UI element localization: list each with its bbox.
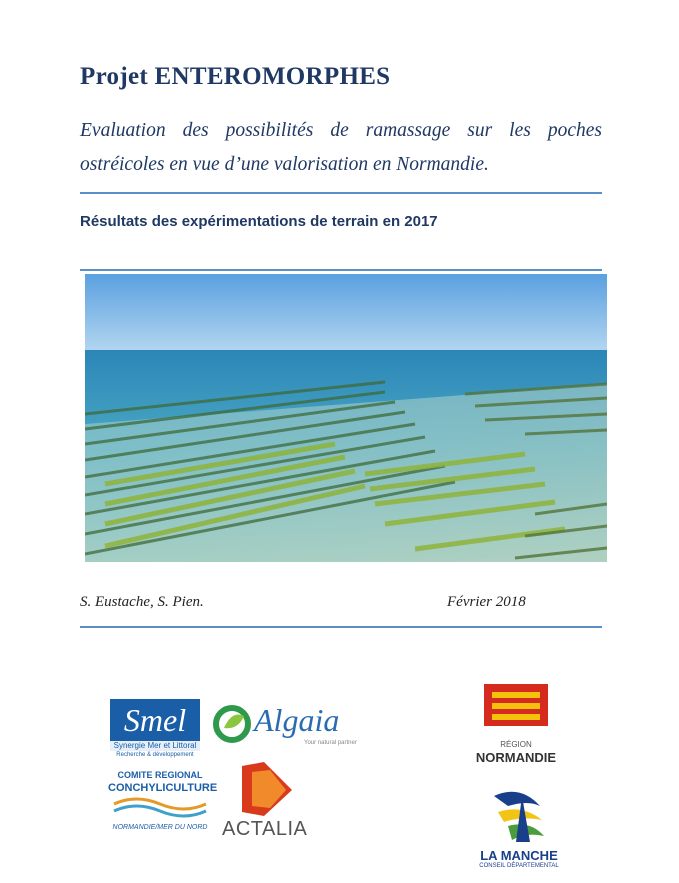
divider-top (80, 192, 602, 194)
manche-line1: LA MANCHE (480, 848, 558, 863)
la-manche-logo (474, 786, 564, 872)
oyster-farm-aerial-photo (85, 274, 607, 562)
crc-line1: COMITE REGIONAL (117, 770, 203, 780)
publication-date: Février 2018 (447, 594, 526, 610)
page-title: Projet ENTEROMORPHES (80, 63, 391, 90)
crc-wave-icon (108, 796, 212, 818)
region-line1: RÉGION (500, 740, 532, 749)
crc-line3: NORMANDIE/MER DU NORD (112, 824, 208, 831)
actalia-wordmark: ACTALIA (222, 818, 308, 840)
algaia-wordmark: Algaia (254, 702, 340, 738)
normandy-lions-icon (484, 684, 548, 726)
results-heading: Résultats des expérimentations de terrain en 2017 (80, 213, 438, 230)
smel-line1: Synergie Mer et Littoral (110, 741, 200, 751)
crc-line2: CONCHYLICULTURE (108, 782, 218, 794)
la-manche-emblem-icon (488, 786, 548, 846)
authors: S. Eustache, S. Pien. (80, 594, 204, 610)
region-line2: NORMANDIE (475, 750, 557, 765)
algaia-tagline: Your natural partner (304, 740, 357, 746)
algaia-leaf-icon (212, 704, 252, 744)
page-subtitle: Evaluation des possibilités de ramassage sur les poches ostréicoles en vue d’une valorisation en Normandie. (80, 120, 602, 175)
region-normandie-logo (466, 684, 566, 768)
actalia-logo (222, 762, 317, 840)
manche-line2: CONSEIL DÉPARTEMENTAL (479, 863, 559, 869)
actalia-arrow-icon (236, 762, 296, 816)
crc-logo (108, 770, 218, 836)
algaia-logo (212, 700, 362, 750)
divider-bottom (80, 626, 602, 628)
smel-logo (110, 699, 200, 765)
divider-photo (80, 269, 602, 271)
smel-line2: Recherche & développement (116, 752, 194, 758)
smel-wordmark: Smel (110, 699, 200, 741)
